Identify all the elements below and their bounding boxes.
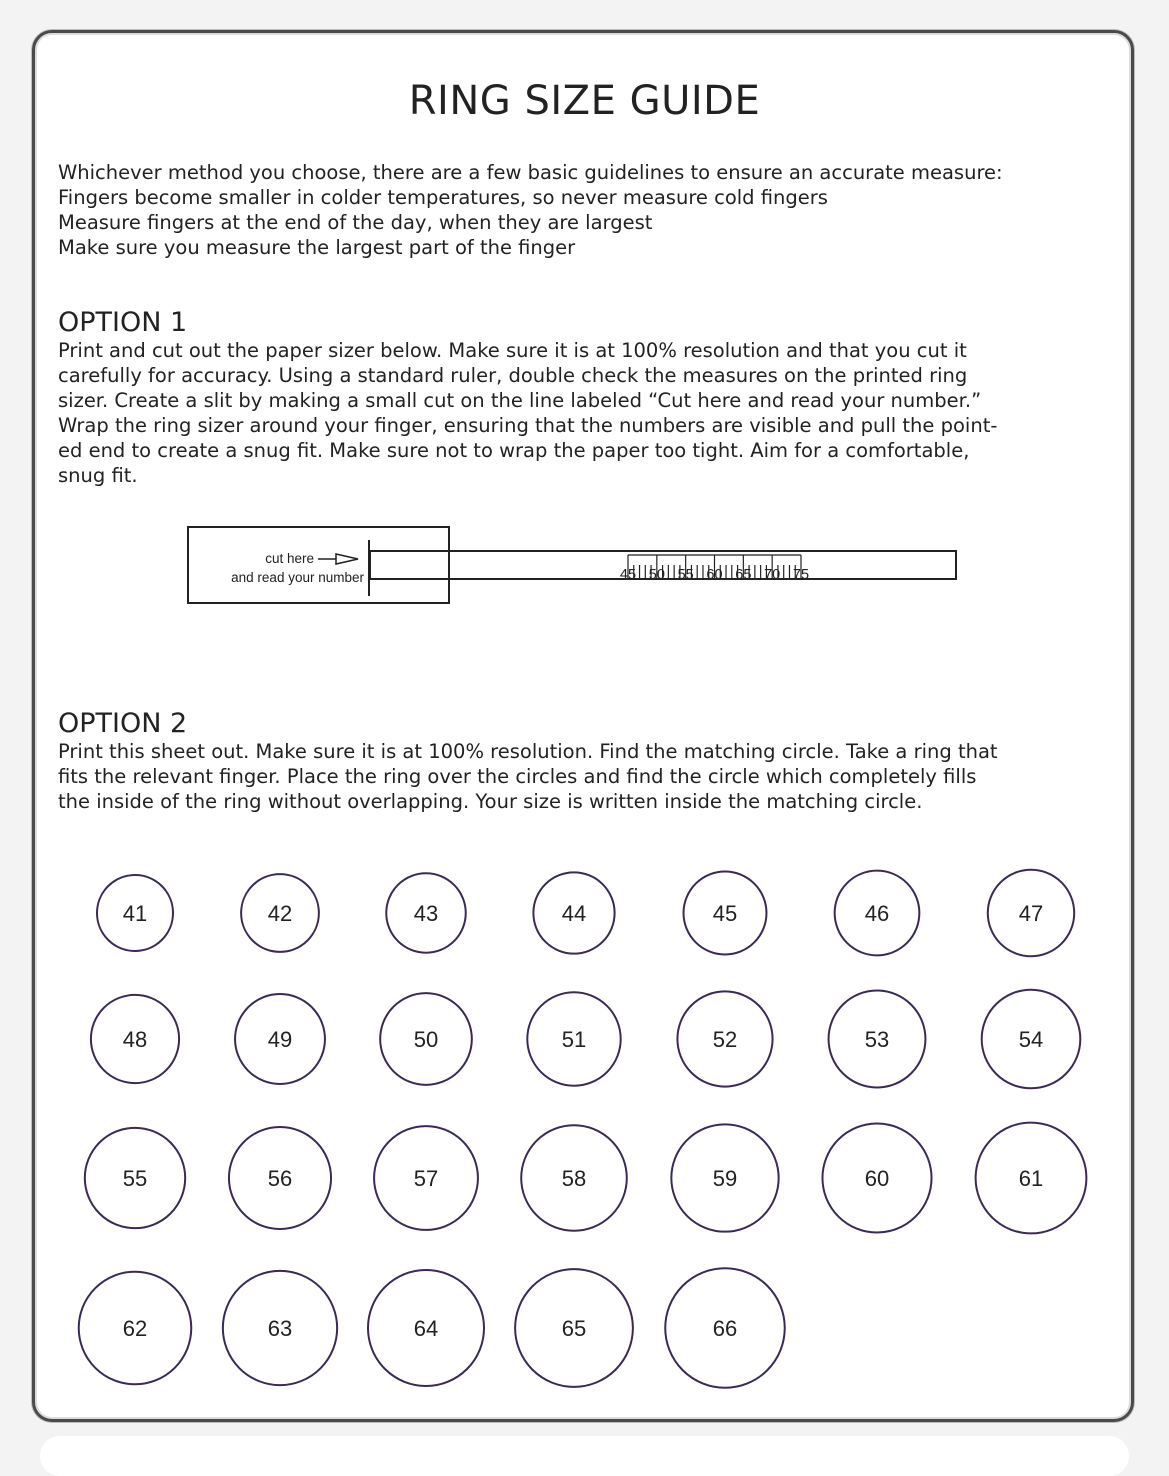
ring-size-label: 43 bbox=[413, 901, 439, 926]
ring-size-49 bbox=[235, 994, 325, 1084]
ruler-label: 60 bbox=[706, 567, 723, 583]
ring-size-label: 41 bbox=[122, 901, 148, 926]
read-number-label: and read your number bbox=[231, 570, 364, 585]
ring-size-label: 58 bbox=[561, 1166, 587, 1191]
ring-size-label: 60 bbox=[864, 1166, 890, 1191]
ring-size-label: 55 bbox=[122, 1166, 148, 1191]
ring-size-64 bbox=[368, 1270, 484, 1386]
intro-line: Make sure you measure the largest part of the finger bbox=[58, 236, 576, 259]
ring-size-label: 52 bbox=[712, 1027, 738, 1052]
option1-line: Print and cut out the paper sizer below. Make sure it is at 100% resolution and that you cut it bbox=[58, 339, 967, 362]
option1-line: carefully for accuracy. Using a standard ruler, double check the measures on the printed ring bbox=[58, 364, 968, 387]
ring-size-label: 63 bbox=[267, 1316, 293, 1341]
ring-size-label: 46 bbox=[864, 901, 890, 926]
option2-line: fits the relevant finger. Place the ring over the circles and find the circle which completely fills bbox=[58, 765, 977, 788]
ring-size-label: 51 bbox=[561, 1027, 587, 1052]
ring-size-label: 42 bbox=[267, 901, 293, 926]
option2-heading: OPTION 2 bbox=[58, 708, 188, 739]
ring-size-label: 48 bbox=[122, 1027, 148, 1052]
option1-line: sizer. Create a slit by making a small cut on the line labeled “Cut here and read your number.” bbox=[58, 389, 982, 412]
ruler-label: 75 bbox=[792, 567, 810, 583]
ring-size-57 bbox=[374, 1126, 478, 1230]
ring-size-62 bbox=[79, 1272, 192, 1385]
ring-size-label: 59 bbox=[712, 1166, 738, 1191]
option1-heading: OPTION 1 bbox=[58, 307, 188, 338]
ring-size-42 bbox=[241, 874, 319, 952]
ring-size-66 bbox=[665, 1268, 785, 1388]
intro-line: Fingers become smaller in colder temperatures, so never measure cold fingers bbox=[58, 186, 828, 209]
page-title: RING SIZE GUIDE bbox=[408, 78, 761, 124]
ring-size-label: 66 bbox=[712, 1316, 738, 1341]
ring-size-43 bbox=[386, 873, 465, 952]
intro-line: Whichever method you choose, there are a few basic guidelines to ensure an accurate measure: bbox=[58, 161, 1003, 184]
option1-line: ed end to create a snug fit. Make sure not to wrap the paper too tight. Aim for a comfortable, bbox=[58, 439, 970, 462]
ring-size-label: 57 bbox=[413, 1166, 439, 1191]
cut-here-label: cut here bbox=[265, 551, 314, 566]
ring-size-label: 47 bbox=[1018, 901, 1044, 926]
ruler-label: 45 bbox=[619, 567, 637, 583]
ring-size-63 bbox=[223, 1271, 337, 1385]
ring-size-label: 64 bbox=[413, 1316, 439, 1341]
ring-size-44 bbox=[533, 872, 614, 953]
ring-size-50 bbox=[380, 993, 472, 1085]
ring-size-53 bbox=[829, 991, 926, 1088]
ring-size-48 bbox=[91, 995, 179, 1083]
ring-size-45 bbox=[684, 872, 767, 955]
ring-size-label: 54 bbox=[1018, 1027, 1044, 1052]
ring-size-56 bbox=[229, 1127, 331, 1229]
ring-size-label: 50 bbox=[413, 1027, 439, 1052]
ring-size-label: 45 bbox=[712, 901, 738, 926]
ring-size-41 bbox=[97, 875, 173, 951]
ring-size-60 bbox=[822, 1123, 931, 1232]
ruler-label: 55 bbox=[677, 567, 694, 583]
ring-size-61 bbox=[976, 1123, 1087, 1234]
ring-size-65 bbox=[515, 1269, 633, 1387]
ring-size-54 bbox=[982, 990, 1081, 1089]
ring-size-51 bbox=[527, 992, 620, 1085]
option1-line: snug fit. bbox=[58, 464, 138, 487]
ring-size-label: 49 bbox=[267, 1027, 293, 1052]
ruler-label: 70 bbox=[764, 567, 781, 583]
ring-size-47 bbox=[988, 870, 1074, 956]
ring-size-52 bbox=[677, 991, 772, 1086]
ring-size-label: 65 bbox=[561, 1316, 587, 1341]
ring-size-55 bbox=[85, 1128, 185, 1228]
ring-size-59 bbox=[671, 1124, 778, 1231]
option1-line: Wrap the ring sizer around your finger, ensuring that the numbers are visible and pull the point- bbox=[58, 414, 998, 437]
ruler-label: 50 bbox=[648, 567, 665, 583]
ring-size-58 bbox=[521, 1125, 627, 1231]
ring-size-label: 62 bbox=[122, 1316, 148, 1341]
ring-size-46 bbox=[835, 871, 920, 956]
option2-line: the inside of the ring without overlapping. Your size is written inside the matching circle. bbox=[58, 790, 923, 813]
ring-size-label: 61 bbox=[1018, 1166, 1044, 1191]
option2-line: Print this sheet out. Make sure it is at 100% resolution. Find the matching circle. Take a ring that bbox=[58, 740, 998, 763]
intro-line: Measure fingers at the end of the day, when they are largest bbox=[58, 211, 653, 234]
ring-size-label: 56 bbox=[267, 1166, 293, 1191]
ring-size-label: 53 bbox=[864, 1027, 890, 1052]
ruler-label: 65 bbox=[735, 567, 752, 583]
ring-size-label: 44 bbox=[561, 901, 587, 926]
